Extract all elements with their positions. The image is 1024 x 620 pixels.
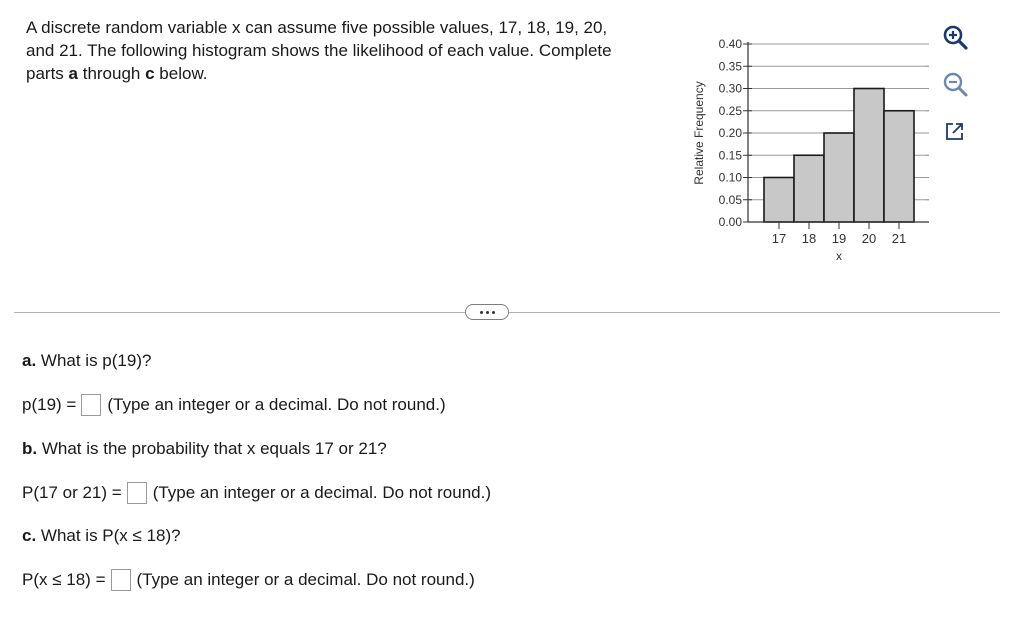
histogram-bar-21 bbox=[884, 111, 914, 222]
histogram-bar-17 bbox=[764, 178, 794, 223]
y-tick-label: 0.20 bbox=[718, 126, 742, 140]
intro-line-1: A discrete random variable x can assume five possible values, 17, 18, 19, 20, bbox=[26, 18, 608, 37]
part-a-question: a. What is p(19)? bbox=[22, 351, 152, 370]
histogram-bar-20 bbox=[854, 89, 884, 223]
part-b-answer-row bbox=[22, 482, 491, 504]
x-tick-label: 19 bbox=[831, 231, 847, 246]
part-c-question: c. What is P(x ≤ 18)? bbox=[22, 526, 181, 545]
y-tick-label: 0.10 bbox=[718, 170, 742, 185]
part-a-answer-prefix: p(19) = bbox=[22, 395, 77, 414]
y-tick-label: 0.05 bbox=[718, 192, 742, 207]
part-c-answer-input[interactable] bbox=[111, 569, 131, 591]
x-tick-label: 17 bbox=[771, 231, 787, 246]
histogram-bar-18 bbox=[794, 155, 824, 222]
y-axis-label: Relative Frequency bbox=[692, 81, 706, 185]
part-a-answer-input[interactable] bbox=[81, 394, 101, 416]
part-b-hint: (Type an integer or a decimal. Do not round.) bbox=[152, 483, 491, 502]
part-c-hint: (Type an integer or a decimal. Do not round.) bbox=[136, 570, 475, 589]
zoom-in-icon bbox=[941, 23, 969, 51]
part-c-answer-prefix: P(x ≤ 18) = bbox=[22, 570, 106, 589]
part-a-answer-row bbox=[22, 394, 446, 416]
intro-line-2: and 21. The following histogram shows the likelihood of each value. Complete bbox=[26, 41, 612, 60]
expand-more-button[interactable] bbox=[465, 304, 509, 320]
part-a-hint: (Type an integer or a decimal. Do not round.) bbox=[107, 395, 446, 414]
part-c-answer-row bbox=[22, 569, 475, 591]
dot-icon bbox=[492, 311, 495, 314]
popout-button[interactable] bbox=[938, 114, 972, 148]
x-tick-label: 20 bbox=[861, 231, 877, 246]
figure-toolbar bbox=[938, 20, 972, 161]
y-tick-label: 0.25 bbox=[718, 103, 742, 118]
y-tick-label: 0.30 bbox=[718, 81, 742, 96]
popout-icon bbox=[942, 118, 968, 144]
y-tick-label: 0.35 bbox=[718, 59, 742, 74]
zoom-out-icon bbox=[941, 70, 969, 98]
y-tick-label: 0.15 bbox=[718, 148, 742, 163]
histogram-bar-19 bbox=[824, 133, 854, 222]
x-axis-label: x bbox=[836, 249, 842, 263]
zoom-in-button[interactable] bbox=[938, 20, 972, 54]
part-b-answer-prefix: P(17 or 21) = bbox=[22, 483, 122, 502]
part-b-question: b. What is the probability that x equals 17 or 21? bbox=[22, 439, 387, 458]
y-tick-label: 0.00 bbox=[718, 215, 742, 229]
dot-icon bbox=[486, 311, 489, 314]
y-tick-label: 0.40 bbox=[718, 37, 742, 51]
zoom-out-button[interactable] bbox=[938, 67, 972, 101]
x-tick-label: 18 bbox=[801, 231, 817, 246]
histogram-chart bbox=[0, 0, 940, 270]
intro-line-3: parts a through c below. bbox=[26, 64, 208, 83]
dot-icon bbox=[480, 311, 483, 314]
part-b-answer-input[interactable] bbox=[127, 482, 147, 504]
x-tick-label: 21 bbox=[891, 231, 907, 246]
